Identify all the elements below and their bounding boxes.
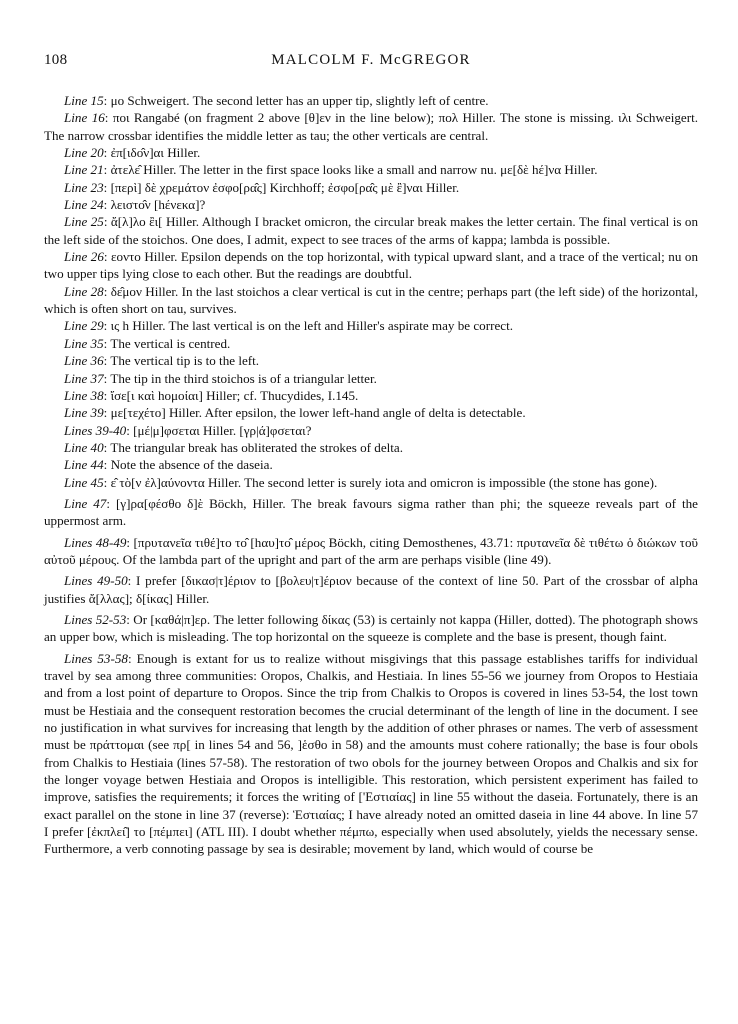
note-line-24 [44,196,698,213]
note-text: : ποι Rangabé (on fragment 2 above [θ]εν in the line below); πολ Hiller. The stone is missing. ιλι Schweigert. The narrow crossbar identifies the middle letter as tau; the other verticals are central. [44,110,699,143]
note-label: Line 45 [64,474,104,490]
note-text: : μο Schweigert. The second letter has an upper tip, slightly left of centre. [103,93,489,108]
note-lines-49-50 [44,572,698,607]
note-lines-53-58 [44,650,698,858]
note-line-38 [44,387,698,404]
note-label: Line 28 [64,283,104,299]
note-label: Line 21 [64,162,104,178]
note-label: Line 15 [64,93,104,108]
note-text: : με[τεχέτο] Hiller. After epsilon, the lower left-hand angle of delta is detectable. [103,405,526,421]
note-line-26 [44,248,698,283]
note-text: : The triangular break has obliterated the strokes of delta. [103,439,404,455]
note-text: : Or [καθά|π]ερ. The letter following δίκας (53) is certainly not kappa (Hiller, dotted). The photograph shows an upper bow, which is misleading. The top horizontal on the squeeze is complete and the base is present, though faint. [44,611,699,645]
note-line-29 [44,317,698,334]
note-line-35 [44,335,698,352]
note-lines-52-53 [44,611,698,646]
note-label: Line 39 [64,405,104,421]
note-text: : δε̂μον Hiller. In the last stoichos a clear vertical is cut in the centre; perhaps part (the left side) of the horizontal, which is often short on tau, survives. [44,283,698,317]
note-label: Line 24 [64,197,104,213]
note-lines-48-49 [44,534,698,569]
note-label: Line 23 [64,179,104,195]
note-label: Line 44 [64,457,104,473]
note-label: Lines 48-49 [64,534,127,550]
note-label: Lines 53-58 [64,650,128,666]
note-label: Line 37 [64,370,104,386]
note-text: : ε̂ τὸ[ν ἐλ]αύνοντα Hiller. The second letter is surely iota and omicron is impossible (the stone has gone). [103,474,658,490]
note-line-37 [44,370,698,387]
note-label: Line 25 [64,214,104,230]
note-line-21 [44,161,698,178]
note-label: Line 29 [64,318,104,334]
note-line-36 [44,352,698,369]
note-line-23 [44,179,698,196]
note-line-39 [44,404,698,421]
page-number: 108 [44,52,68,68]
note-text: : [γ]ρα[φέσθο δ]ὲ Böckh, Hiller. The break favours sigma rather than phi; the squeeze reveals part of the uppermost arm. [44,495,698,529]
note-label: Line 38 [64,387,104,403]
note-line-47 [44,495,698,530]
note-text: : ἴσε[ι καὶ hομοίαι] Hiller; cf. Thucydides, I.145. [103,387,359,403]
running-head: MALCOLM F. McGREGOR [271,52,471,68]
note-line-45 [44,474,698,491]
note-line-25 [44,213,698,248]
note-label: Line 47 [64,495,107,511]
note-label: Lines 39-40 [64,422,127,438]
note-text: : The vertical is centred. [103,335,231,351]
note-line-40 [44,439,698,456]
note-line-15 [44,92,698,109]
note-text: : ἐπ[ιδο̂ν]αι Hiller. [103,145,201,161]
note-text: : I prefer [δικασ|τ]έριον to [βολευ|τ]έριον because of the context of line 50. Part of the crossbar of alpha justifies ἄ[λλας]; δ[ίκας] Hiller. [44,573,698,606]
note-lines-39-40 [44,422,698,439]
note-line-44 [44,456,698,473]
note-label: Line 20 [64,145,104,161]
note-text: : The tip in the third stoichos is of a triangular letter. [103,370,377,386]
note-label: Lines 49-50 [64,573,128,589]
note-line-16 [44,109,698,144]
note-text: : ις h Hiller. The last vertical is on the left and Hiller's aspirate may be correct. [103,318,513,334]
note-label: Line 16 [64,110,105,126]
note-line-20 [44,144,698,161]
note-text: : ἄ[λ]λο ἒι[ Hiller. Although I bracket omicron, the circular break makes the letter certain. The final vertical is on the left side of the stoichos. One does, I admit, expect to see traces of the arms of kappa; lambda is possible. [44,214,698,247]
note-label: Line 40 [64,439,104,455]
note-text: : ἀτελε̂ Hiller. The letter in the first space looks like a small and narrow nu. με[δὲ hέ]να Hiller. [103,162,598,178]
note-label: Line 26 [64,249,104,265]
note-label: Line 36 [64,353,104,369]
note-text: : [πρυτανεῖα τιθέ]το το̂ [hαυ]το̂ μέρος Böckh, citing Demosthenes, 43.71: πρυτανεῖα δὲ τιθέτω ὁ διώκων τοῦ αὐτοῦ μέρους. Of the lambda part of the upright and part of the arm are perhaps visible (line 49). [44,534,698,567]
note-text: : [περὶ] δὲ χρεμάτον ἐσφο[ρα̂ς] Kirchhoff; ἐσφο[ρα̂ς μὲ ἒ]ναι Hiller. [103,179,460,195]
note-label: Lines 52-53 [64,611,127,627]
note-text: : λειστο̂ν [hένεκα]? [103,197,206,213]
note-text: : The vertical tip is to the left. [103,353,260,369]
note-line-28 [44,283,698,318]
page-header [44,52,698,74]
note-text: : εοντο Hiller. Epsilon depends on the top horizontal, with typical upward slant, and a trace of the vertical; nu on two upper tips lying close to each other. But the readings are doubtful. [44,249,698,282]
note-label: Line 35 [64,335,104,351]
note-text: : Enough is extant for us to realize without misgivings that this passage establishes tariffs for individual travel by sea among three communities: Oropos, Chalkis, and Hestiaia. In lines 55-56 we journey from Oropos to Hestiaia and from a lost point of departure to Oropos. Since the trip from Chalkis to Oropos is covered in lines 53-54, the lost town must be Hestiaia and the consequent restoration becomes the crucial determinant of the length of line in the document. I see no justification in what survives for increasing that length by the addition of other phrases or names. The verb of assessment must be πράττομαι (see πρ[ in lines 54 and 56, ]ἑσθο in 58) and the amounts must cohere rationally; the base is four obols from Chalkis to Hestiaia (lines 57-58). The restoration of two obols for the journey between Oropos and Chalkis and six for the longer voyage betwen Hestiaia and Oropos is intelligible. This restoration, which persistent experiment has failed to improve, satisfies the requirements; it forces the writing of ['Εστιαίας] in line 55 without the daseia. Fortunately, there is an exact parallel on the stone in line 37 (reverse): Ἑστιαίας; I have already noted an omitted daseia in line 44 above. In line 57 I prefer [ἐκπλει̂] το [πέμπει] (ATL III). I doubt whether πέμπω, especially when used absolutely, yields the necessary sense. Furthermore, a verb connoting passage by sea is desirable; movement by land, which would of course be [44,650,698,857]
commentary-body [44,92,698,858]
note-text: : [μέ|μ]φσεται Hiller. [γρ|ά]φσεται? [126,422,312,438]
note-text: : Note the absence of the daseia. [103,457,273,473]
